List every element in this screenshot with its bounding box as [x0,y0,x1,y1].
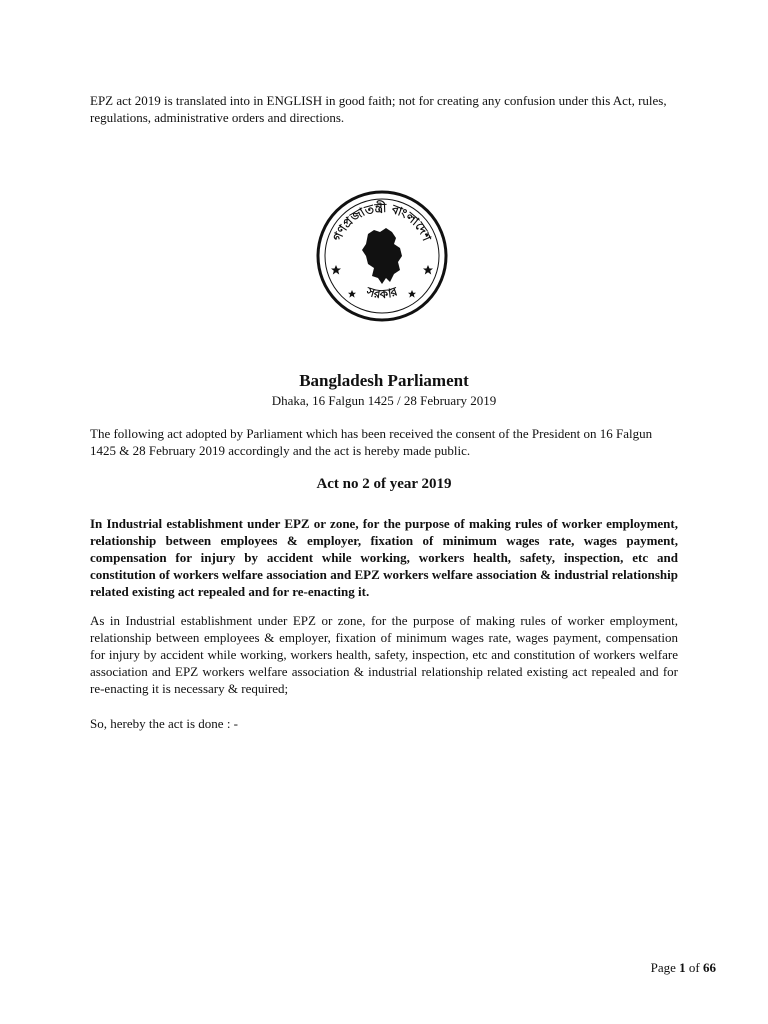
parliament-title: Bangladesh Parliament [299,371,469,390]
act-summary-paragraph: In Industrial establishment under EPZ or zone, for the purpose of making rules of worker employment, relationship between employees & employer, fixation of minimum wages rate, wages payment, compensation for injury by accident while working, workers health, safety, inspection, etc and constitution of workers welfare association and EPZ workers welfare association & industrial relationship related existing act repealed and for re-enacting it. [90,516,678,599]
preamble-paragraph: As in Industrial establishment under EPZ or zone, for the purpose of making rules of worker employment, relationship between employees & employer, fixation of minimum wages rate, wages payment, compensation for injury by accident while working, workers health, safety, inspection, etc and constitution of workers welfare association and EPZ workers welfare association & industrial relationship related existing act repealed and for re-enacting it is necessary & required; [90,613,678,696]
star-icon [348,290,356,298]
star-icon [408,290,416,298]
government-seal-icon [316,190,448,322]
svg-text:সরকার [364,284,400,301]
star-icon [423,265,433,275]
consent-paragraph: The following act adopted by Parliament which has been received the consent of the President on 16 Falgun 1425 & 28 February 2019 accordingly and the act is hereby made public. [90,426,653,458]
page-label: Page [650,960,676,975]
bangladesh-map-silhouette [362,228,402,284]
seal-arc-top-text: গণপ্রজাতন্ত্রী বাংলাদেশ [330,200,434,244]
of-label: of [688,960,700,975]
enactment-line: So, hereby the act is done : - [90,716,239,731]
star-icon [331,265,341,275]
translation-disclaimer: EPZ act 2019 is translated into in ENGLISH in good faith; not for creating any confusion under this Act, rules, regulations, administrative orders and directions. [90,93,667,125]
date-line: Dhaka, 16 Falgun 1425 / 28 February 2019 [271,393,497,408]
total-pages-number: 66 [703,960,716,975]
seal-arc-bottom-text: সরকার [364,284,400,302]
page-number [651,960,716,976]
act-title: Act no 2 of year 2019 [316,476,452,492]
current-page-number: 1 [679,960,686,975]
